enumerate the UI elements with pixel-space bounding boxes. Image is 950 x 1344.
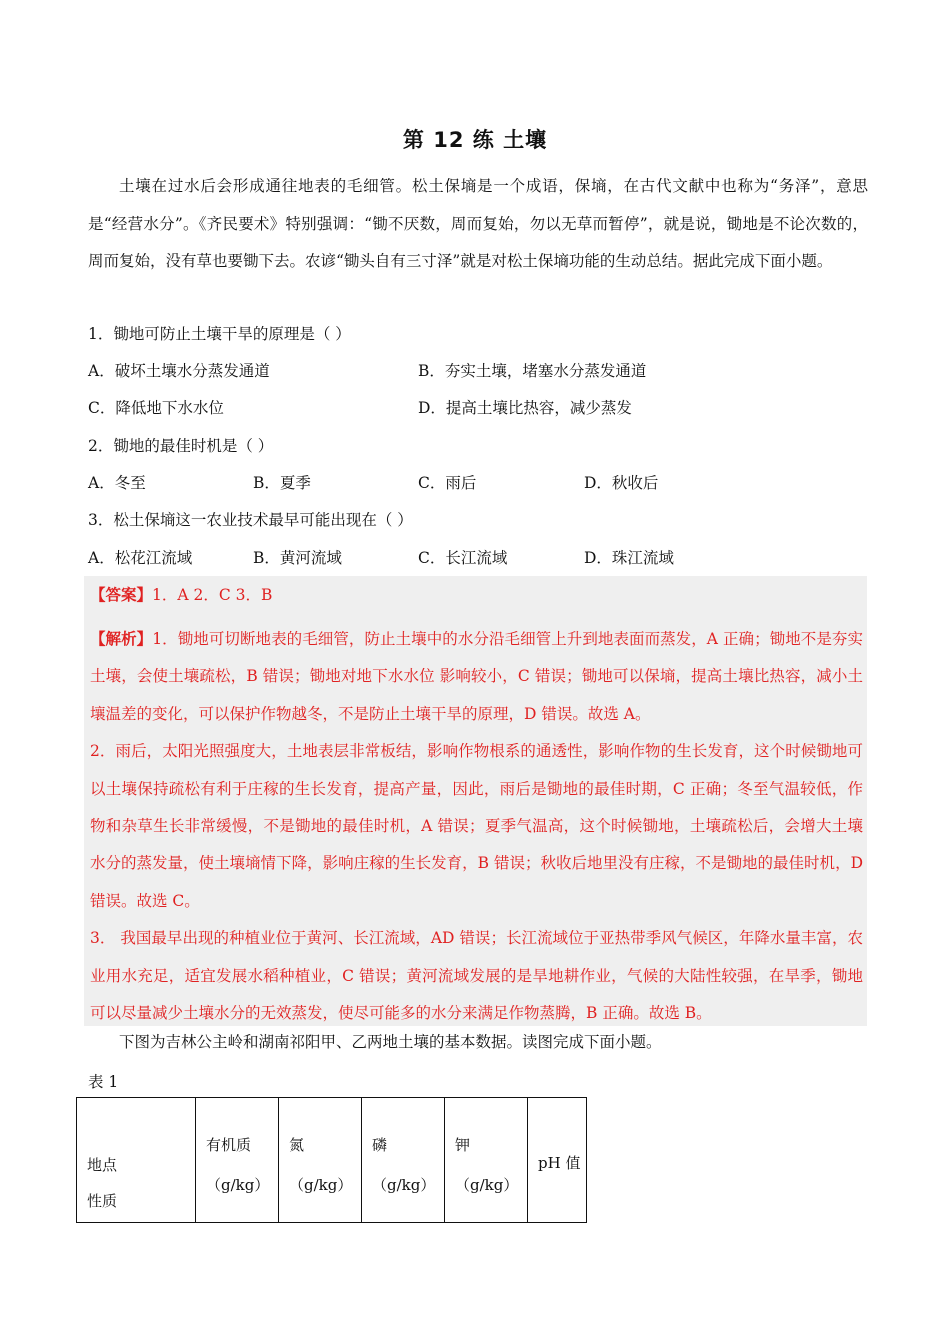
table-corner-cell [77,1098,196,1223]
page-title: 第 12 练 土壤 [402,128,548,152]
answer-tag: 【答案】 [90,585,153,604]
answer-explanation-box [84,576,867,1026]
question-2-option-b: B．夏季 [253,474,311,492]
column-name: 有机质 [206,1136,252,1154]
soil-data-table [76,1097,587,1223]
section-intro: 下图为吉林公主岭和湖南祁阳甲、乙两地土壤的基本数据。读图完成下面小题。 [119,1033,662,1051]
question-1-option-d: D．提高土壤比热容，减少蒸发 [418,399,632,417]
explanation-paragraph-3: 3． 我国最早出现的种植业位于黄河、长江流域，AD 错误；长江流域位于亚热带季风气候区，年降水量丰富，农业用水充足，适宜发展水稻种植业，C 错误；黄河流域发展的是旱地耕作业，气候的大陆性较强，在旱季，锄地可以尽量减少土壤水分的无效蒸发，使尽可能多的水分来满足作物蒸腾，B 正确。故选 B。 [90,929,863,1023]
column-name: 磷 [372,1136,388,1154]
table-header-cell [362,1098,445,1223]
table-caption: 表 1 [88,1073,119,1091]
table-header-cell [279,1098,362,1223]
column-unit: （g/kg） [206,1176,270,1194]
question-2-option-d: D．秋收后 [584,474,659,492]
passage-text: 土壤在过水后会形成通往地表的毛细管。松土保墒是一个成语，保墒，在古代文献中也称为“务泽”，意思是“经营水分”。《齐民要术》特别强调：“锄不厌数，周而复始，勿以无草而暂停”，就是说，锄地是不论次数的，周而复始，没有草也要锄下去。农谚“锄头自有三寸泽”就是对松土保墒功能的生动总结。据此完成下面小题。 [88,177,868,270]
table-header-row [77,1098,587,1223]
table-header-cell [196,1098,279,1223]
column-unit: （g/kg） [289,1176,353,1194]
question-1-option-a: A．破坏土壤水分蒸发通道 [88,362,270,380]
question-2-option-c: C．雨后 [418,474,477,492]
explanation-paragraph-2: 2．雨后，太阳光照强度大，土地表层非常板结，影响作物根系的通透性，影响作物的生长发育，这个时候锄地可以土壤保持疏松有利于庄稼的生长发育，提高产量，因此，雨后是锄地的最佳时期，C 正确；冬至气温较低，作物和杂草生长非常缓慢，不是锄地的最佳时机，A 错误；夏季气温高，这个时候锄地，土壤疏松后，会增大土壤水分的蒸发量，使土壤墒情下降，影响庄稼的生长发育，B 错误；秋收后地里没有庄稼，不是锄地的最佳时机，D 错误。故选 C。 [90,742,863,910]
column-unit: （g/kg） [455,1176,519,1194]
explanation-paragraph-1: 【解析】1．锄地可切断地表的毛细管，防止土壤中的水分沿毛细管上升到地表面而蒸发，A 正确；锄地不是夯实土壤，会使土壤疏松，B 错误；锄地对地下水水位 影响较小，C 错误；锄地可以保墒，提高土壤比热容，减小土壤温差的变化，可以保护作物越冬，不是防止土壤干旱的原理，D 错误。故选 A。 [90,629,863,723]
column-name: 氮 [289,1136,305,1154]
table-header-cell [528,1098,587,1223]
question-1-option-c: C．降低地下水水位 [88,399,224,417]
corner-label-bottom: 性质 [87,1192,118,1210]
column-name: pH 值 [538,1154,581,1172]
question-3-option-d: D．珠江流域 [584,549,674,567]
question-3-option-c: C．长江流域 [418,549,508,567]
column-name: 钾 [455,1136,471,1154]
explanation-tag: 【解析】 [90,629,153,648]
explanation [90,620,863,1032]
question-2-option-a: A．冬至 [88,474,146,492]
answer-text: 1．A 2．C 3．B [152,586,273,604]
reading-passage [88,168,868,281]
corner-label-top: 地点 [87,1156,118,1174]
answer-line [90,585,272,605]
question-1-stem: 1．锄地可防止土壤干旱的原理是（ ） [88,325,351,343]
question-3-option-b: B．黄河流域 [253,549,342,567]
question-3-stem: 3．松土保墒这一农业技术最早可能出现在（ ） [88,511,413,529]
question-3-option-a: A．松花江流域 [88,549,193,567]
column-unit: （g/kg） [372,1176,436,1194]
table-header-cell [445,1098,528,1223]
question-2-stem: 2．锄地的最佳时机是（ ） [88,437,274,455]
question-1-option-b: B．夯实土壤，堵塞水分蒸发通道 [418,362,647,380]
